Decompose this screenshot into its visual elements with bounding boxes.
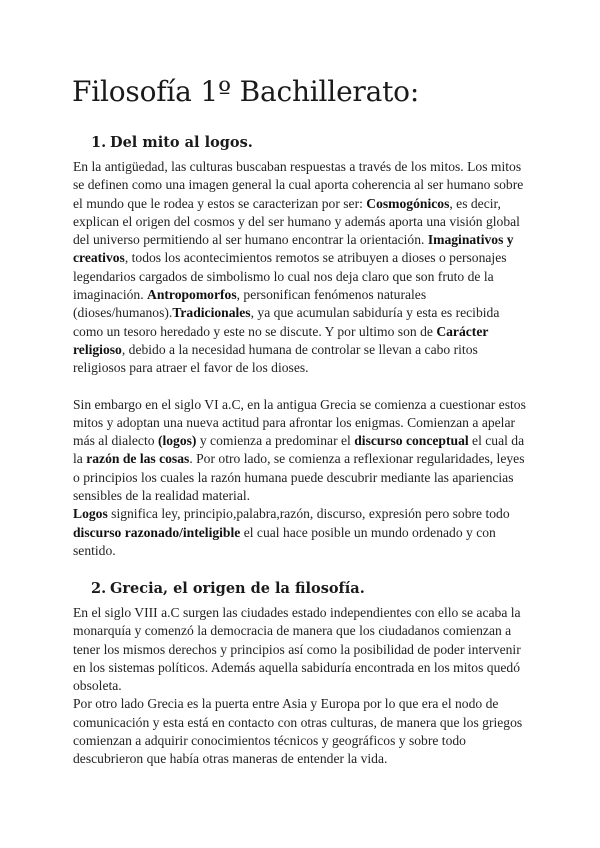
text-run: el cual hace posible un mundo ordenado y con sentido. (73, 524, 496, 558)
paragraph-grecia-logos (73, 396, 529, 506)
section-number: 2. (91, 580, 107, 597)
bold-term: discurso conceptual (354, 433, 469, 449)
text-run: y comienza a predominar el (196, 433, 355, 449)
section-heading (91, 578, 529, 600)
bold-term: Carácter religioso (73, 323, 489, 357)
text-run: , todos los acontecimientos remotos se atribuyen a dioses o personajes legendarios cargados de simbolismo lo cual nos deja claro que son fruto de la imaginación. (73, 250, 507, 303)
text-run: significa ley, principio,palabra,razón, discurso, expresión pero sobre todo (107, 506, 510, 522)
text-run: , es decir, explican el origen del cosmos y del ser humano y además aporta una visión global del universo permitiendo al ser humano encontrar la orientación. (73, 195, 520, 248)
section-mito-logos (73, 132, 529, 560)
section-title: Grecia, el origen de la filosofía. (110, 580, 365, 597)
bold-term: razón de las cosas (86, 451, 190, 467)
bold-term: Cosmogónicos (366, 195, 450, 211)
paragraph-ciudades-estado: En el siglo VIII a.C surgen las ciudades estado independientes con ello se acaba la monarquía y comenzó la democracia de manera que los ciudadanos comienzan a tener los mismos derechos y principios así como la posibilidad de poder intervenir en los sistemas políticos. Además aquella sabiduría encontrada en los mitos quedó obsoleta. (73, 605, 521, 694)
text-run: En la antigüedad, las culturas buscaban respuestas a través de los mitos. Los mitos se definen como una imagen general la cual aporta coherencia al ser humano sobre el mundo que le rodea y estos se caracterizan por ser: (73, 159, 524, 211)
section-heading (91, 132, 529, 154)
paragraph-spacer (73, 378, 529, 396)
bold-term: Tradicionales (172, 305, 251, 321)
paragraph-puerta-asia-europa: Por otro lado Grecia es la puerta entre Asia y Europa por lo que era el nodo de comunicación y esta está en contacto con otras culturas, de manera que los griegos comienzan a adquirir conocimientos técnicos y geográficos y sobre todo descubrieron que había otras maneras de entender la vida. (73, 696, 523, 767)
bold-term: Imaginativos y creativos (73, 232, 514, 266)
bold-term: (logos) (157, 433, 197, 449)
text-run: Sin embargo en el siglo VI a.C, en la antigua Grecia se comienza a cuestionar estos mitos y adoptan una nueva actitud para afrontar los enigmas. Comienzan a apelar más al dialecto (73, 396, 526, 449)
paragraph-logos-definicion (73, 505, 529, 560)
bold-term: discurso razonado/inteligible (73, 524, 241, 540)
bold-term: Antropomorfos (147, 287, 237, 303)
text-run: el cual da la (73, 433, 525, 467)
text-run: , debido a la necesidad humana de controlar se llevan a cabo ritos religiosos para atraer el favor de los dioses. (73, 341, 478, 376)
paragraph-mitos (73, 158, 529, 378)
bold-term: Logos (73, 506, 108, 522)
section-title: Del mito al logos. (110, 134, 253, 151)
section-number: 1. (91, 134, 107, 151)
section-grecia-origen (73, 578, 529, 769)
document-title: Filosofía 1º Bachillerato: (72, 75, 420, 108)
text-run: . Por otro lado, se comienza a reflexionar regularidades, leyes o principios los cuales la razón humana puede descubrir mediante las apariencias sensibles de la realidad material. (73, 451, 525, 504)
text-run: , ya que acumulan sabiduría y esta es recibida como un tesoro heredado y este no se discute. Y por ultimo son de (73, 305, 500, 339)
text-run: , personifican fenómenos naturales (dioses/humanos). (73, 287, 427, 321)
